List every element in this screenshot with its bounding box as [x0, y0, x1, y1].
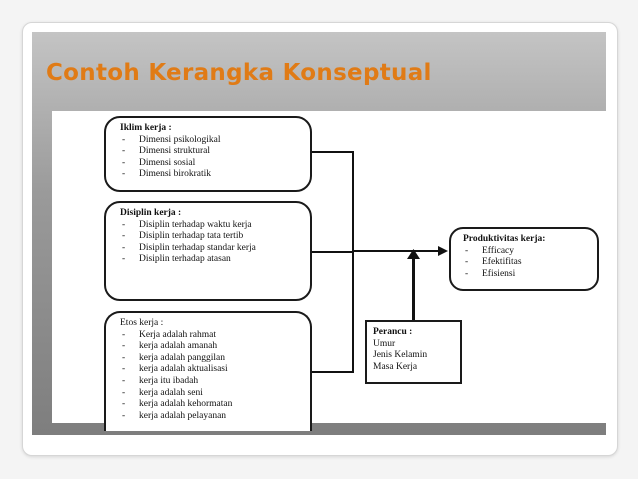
list-item: - Disiplin terhadap standar kerja: [120, 243, 259, 255]
list-item: - kerja adalah kehormatan: [120, 399, 304, 411]
list-item: - kerja adalah pelayanan: [120, 411, 304, 423]
perancu-box: [365, 320, 462, 384]
list-item: - Efektifitas: [463, 257, 591, 269]
produktivitas-kerja-heading: Produktivitas kerja:: [463, 234, 546, 244]
moderator-arrowhead: [407, 249, 420, 259]
list-item: - Dimensi psikologikal: [120, 135, 304, 147]
list-item: - Efficacy: [463, 246, 591, 258]
main-arrowhead: [438, 246, 448, 256]
list-item: - Dimensi struktural: [120, 146, 304, 158]
list-item: - kerja adalah amanah: [120, 341, 304, 353]
list-item: - kerja itu ibadah: [120, 376, 304, 388]
list-item: - Kerja adalah rahmat: [120, 330, 304, 342]
perancu-heading: Perancu :: [373, 327, 413, 337]
list-item: - Disiplin terhadap atasan: [120, 254, 304, 266]
list-item: Jenis Kelamin: [373, 350, 428, 361]
list-item: - Dimensi sosial: [120, 158, 304, 170]
list-item: - Dimensi birokratik: [120, 169, 304, 181]
list-item: - Disiplin terhadap tata tertib: [120, 231, 304, 243]
etos-kerja-heading: Etos kerja :: [120, 318, 164, 328]
list-item: Masa Kerja: [373, 361, 418, 372]
iklim-kerja-heading: Iklim kerja :: [120, 123, 172, 133]
disiplin-kerja-heading: Disiplin kerja :: [120, 208, 182, 218]
slide-frame: [22, 22, 618, 456]
list-item: - Disiplin terhadap waktu kerja: [120, 220, 259, 232]
list-item: - Efisiensi: [463, 269, 591, 281]
slide-title: Contoh Kerangka Konseptual: [46, 60, 432, 86]
list-item: - kerja adalah panggilan: [120, 353, 304, 365]
title-band: [32, 32, 606, 435]
produktivitas-kerja-box: [449, 227, 599, 291]
list-item: Umur: [373, 338, 396, 349]
list-item: - kerja adalah seni: [120, 388, 304, 400]
conceptual-framework-diagram: [52, 111, 609, 423]
list-item: - kerja adalah aktualisasi: [120, 364, 304, 376]
